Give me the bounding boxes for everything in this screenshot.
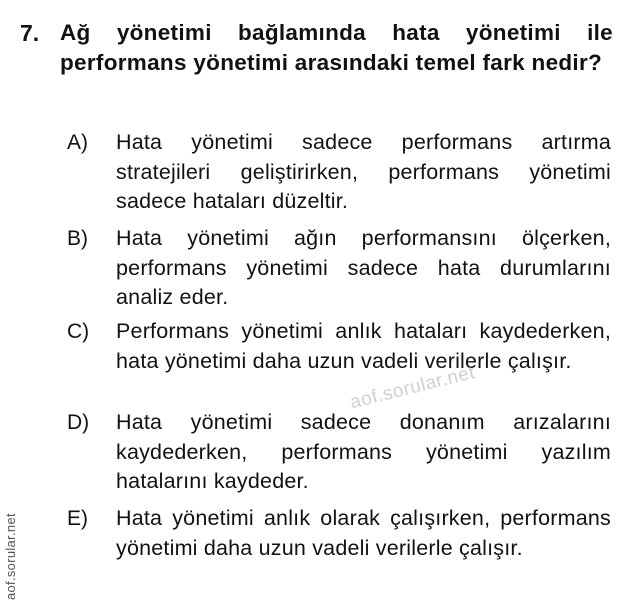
option-letter: E) [67,507,88,530]
side-watermark: aof.sorular.net [3,513,18,600]
option-letter: A) [67,131,88,154]
option-text: Hata yönetimi anlık olarak çalışırken, performans yönetimi daha uzun vadeli verilerle çalışır. [116,506,611,560]
question-number: 7. [20,20,40,46]
question-text: Ağ yönetimi bağlamında hata yönetimi ile performans yönetimi arasındaki temel fark nedir? [60,20,613,75]
option-letter: D) [67,411,90,434]
option-text: Performans yönetimi anlık hataları kaydederken, hata yönetimi daha uzun vadeli verilerle çalışır. [116,319,611,373]
option-text: Hata yönetimi sadece donanım arızalarını kaydederken, performans yönetimi yazılım hatalarını kaydeder. [116,410,611,493]
option-letter: B) [67,227,88,250]
option-text: Hata yönetimi ağın performansını ölçerken, performans yönetimi sadece hata durumlarını analiz eder. [116,226,611,309]
option-text: Hata yönetimi sadece performans artırma stratejileri geliştirirken, performans yönetimi sadece hataları düzeltir. [116,130,611,213]
option-letter: C) [67,320,90,343]
watermark: aof.sorular.net [348,362,478,414]
